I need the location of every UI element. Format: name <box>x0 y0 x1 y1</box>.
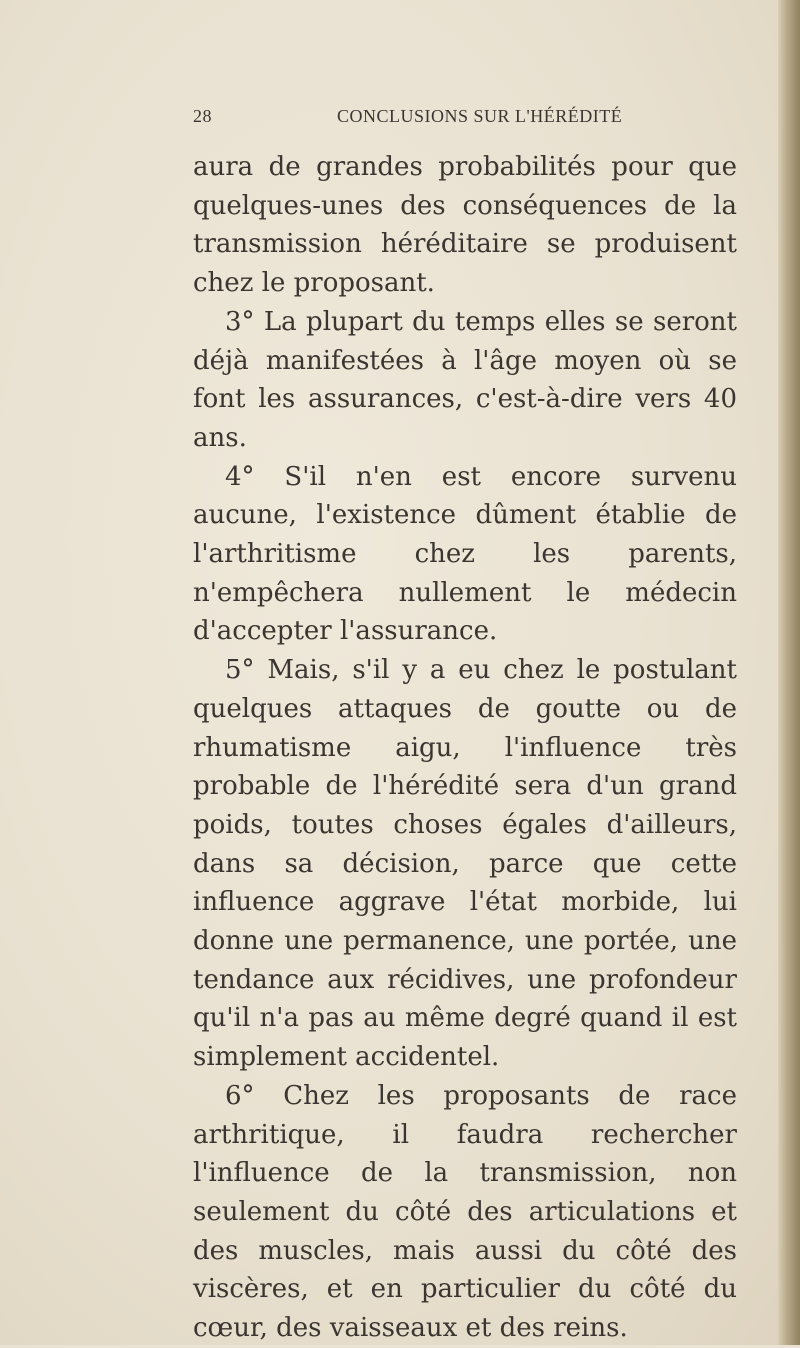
paragraph-continuation: aura de grandes probabilités pour que quelques-unes des conséquences de la transmission héréditaire se produisent chez le proposant. <box>193 152 737 299</box>
paragraph-item-3: 3° La plupart du temps elles se seront déjà manifestées à l'âge moyen où se font les assurances, c'est-à-dire vers 40 ans. <box>193 306 737 453</box>
body-text <box>193 148 737 1348</box>
paragraph-item-4: 4° S'il n'en est encore survenu aucune, l'existence dûment établie de l'arthritisme chez les parents, n'empêchera nullement le médecin d'accepter l'assurance. <box>193 461 737 647</box>
page-edge <box>778 0 800 1345</box>
paragraph-item-5: 5° Mais, s'il y a eu chez le postulant quelques attaques de goutte ou de rhumatisme aigu, l'influence très probable de l'hérédité sera d'un grand poids, toutes choses égales d'ailleurs, dans sa décision, parce que cette influence aggrave l'état morbide, lui donne une permanence, une portée, une tendance aux récidives, une profondeur qu'il n'a pas au même degré quand il est simplement accidentel. <box>193 655 737 1073</box>
paragraph-item-6: 6° Chez les proposants de race arthritique, il faudra rechercher l'influence de la transmission, non seulement du côté des articulations et des muscles, mais aussi du côté des viscères, et en particulier du côté du cœur, des vaisseaux et des reins. <box>193 1080 737 1344</box>
running-title: CONCLUSIONS SUR L'HÉRÉDITÉ <box>337 106 623 126</box>
running-head <box>193 106 737 136</box>
page-number: 28 <box>193 106 212 126</box>
